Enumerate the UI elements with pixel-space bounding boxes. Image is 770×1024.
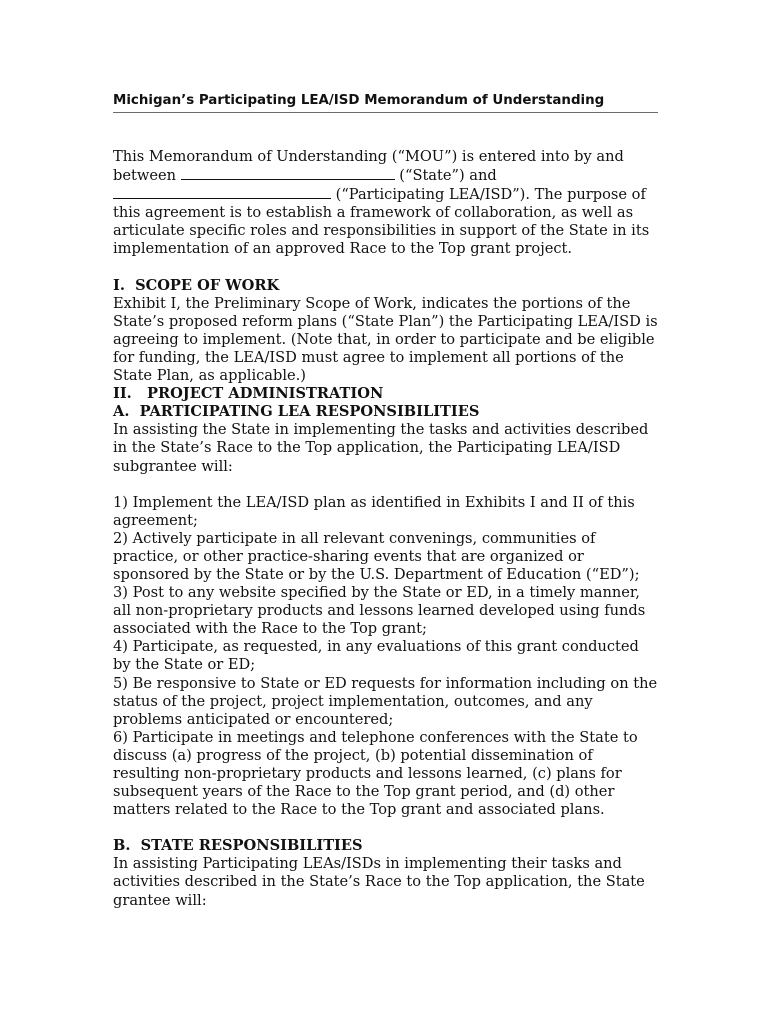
lea-intro-paragraph: In assisting the State in implementing the tasks and activities described in the State’s Race to the Top application, the Participating LEA/ISD subgrantee will:: [113, 421, 649, 475]
intro-text-state: (“State”) and: [394, 167, 497, 185]
list-item: 4) Participate, as requested, in any evaluations of this grant conducted by the State or ED;: [113, 638, 639, 674]
spacer: [113, 476, 658, 494]
list-item: 2) Actively participate in all relevant convenings, communities of practice, or other practice-sharing events that are organized or sponsored by the State or by the U.S. Department of Education (“ED”);: [113, 529, 640, 583]
intro-text-purpose: (“Participating LEA/ISD”). The purpose of this agreement is to establish a framework of collaboration, as well as articulate specific roles and responsibilities in support of the State in its implementation of an approved Race to the Top grant project.: [113, 186, 650, 258]
scope-paragraph: Exhibit I, the Preliminary Scope of Work, indicates the portions of the State’s proposed reform plans (“State Plan”) the Participating LEA/ISD is agreeing to implement. (Note that, in order to participate and be eligible for funding, the LEA/ISD must agree to implement all portions of the State Plan, as applicable.): [113, 294, 658, 385]
list-item: 1) Implement the LEA/ISD plan as identified in Exhibits I and II of this agreement;: [113, 493, 635, 529]
document-page: [113, 92, 658, 910]
spacer: [113, 259, 658, 277]
document-header: Michigan’s Participating LEA/ISD Memorandum of Understanding: [113, 92, 658, 113]
list-item: 6) Participate in meetings and telephone conferences with the State to discuss (a) progress of the project, (b) potential dissemination of resulting non-proprietary products and lessons learned, (c) plans for subsequent years of the Race to the Top grant period, and (d) other matters related to the Race to the Top grant and associated plans.: [113, 728, 638, 819]
lea-responsibilities-list: [113, 494, 658, 820]
section-heading-administration: II. PROJECT ADMINISTRATION: [113, 385, 384, 403]
state-intro-paragraph: In assisting Participating LEAs/ISDs in implementing their tasks and activities described in the State’s Race to the Top application, the State grantee will:: [113, 855, 645, 909]
state-name-blank: [181, 166, 395, 180]
list-item: 5) Be responsive to State or ED requests for information including on the status of the project, project implementation, outcomes, and any problems anticipated or encountered;: [113, 674, 658, 728]
subsection-heading-state: B. STATE RESPONSIBILITIES: [113, 837, 363, 855]
list-item: 3) Post to any website specified by the State or ED, in a timely manner, all non-proprietary products and lessons learned developed using funds associated with the Race to the Top grant;: [113, 584, 646, 638]
intro-text-start: This Memorandum of Understanding (“MOU”) is entered into by and between: [113, 148, 624, 185]
spacer: [113, 819, 658, 837]
section-heading-scope: I. SCOPE OF WORK: [113, 276, 280, 294]
lea-name-blank: [113, 185, 331, 199]
intro-paragraph: [113, 148, 658, 259]
subsection-heading-lea: A. PARTICIPATING LEA RESPONSIBILITIES: [113, 403, 480, 421]
